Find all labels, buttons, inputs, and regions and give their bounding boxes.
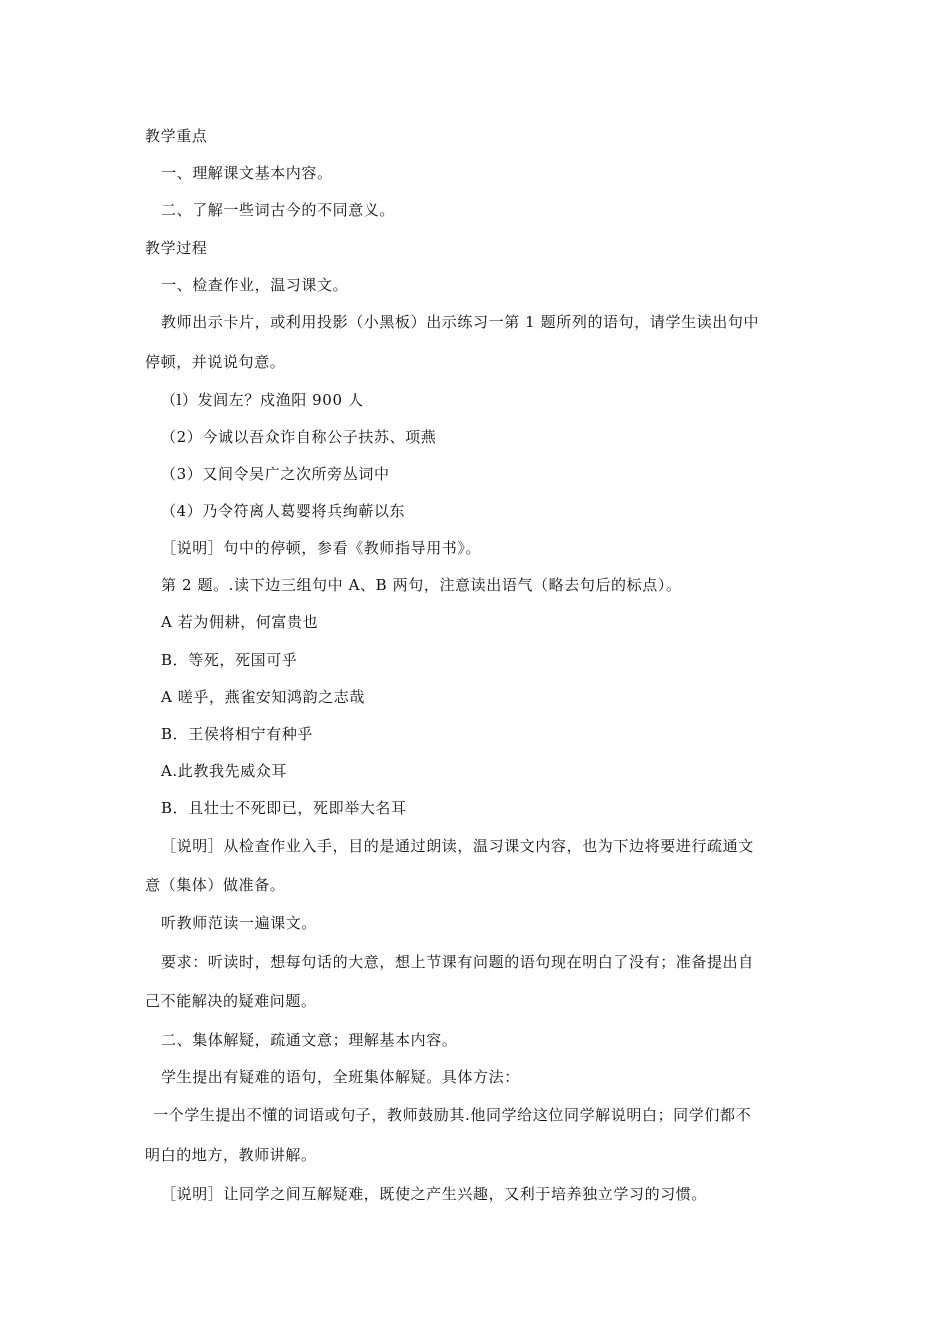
process-step-2-heading: 二、集体解疑，疏通文意；理解基本内容。 — [161, 1031, 458, 1049]
focus-item-2: 二、了解一些词古今的不同意义。 — [161, 201, 396, 219]
paragraph-line: 明白的地方，教师讲解。 — [145, 1146, 317, 1164]
note-paragraph: ［说明］让同学之间互解疑难，既使之产生兴趣，又利于培养独立学习的习惯。 — [161, 1185, 708, 1203]
example-sentence: B．王侯将相宁有种乎 — [161, 725, 314, 743]
section-heading-teaching-process: 教学过程 — [145, 239, 208, 257]
note-paragraph: ［说明］句中的停顿，参看《教师指导用书》。 — [161, 539, 482, 557]
paragraph-line: 一个学生提出不懂的词语或句子，教师鼓励其.他同学给这位同学解说明白；同学们都不 — [153, 1106, 752, 1124]
example-sentence: A 嗟乎，燕雀安知鸿韵之志哉 — [161, 688, 366, 706]
paragraph-line: 第 2 题。.读下边三组句中 A、B 两句，注意读出语气（略去句后的标点）。 — [161, 576, 682, 594]
example-sentence: B．等死，死国可乎 — [161, 651, 298, 669]
paragraph-line: 要求：听读时，想每句话的大意，想上节课有问题的语句现在明白了没有；准备提出自 — [161, 953, 754, 971]
process-step-1-heading: 一、检查作业，温习课文。 — [161, 276, 349, 294]
exercise-sentence: （4）乃令符离人葛婴将兵绚蕲以东 — [161, 502, 406, 520]
paragraph-line: 停顿，并说说句意。 — [145, 353, 286, 371]
paragraph-line: 听教师范读一遍课文。 — [161, 914, 318, 932]
example-sentence: B．且壮士不死即已，死即举大名耳 — [161, 799, 407, 817]
note-paragraph: ［说明］从检查作业入手，目的是通过朗读，温习课文内容，也为下边将要进行疏通文 — [161, 837, 754, 855]
paragraph-line: 意（集体）做准备。 — [145, 876, 286, 894]
exercise-sentence: （l）发闾左？戍渔阳 900 人 — [161, 391, 364, 409]
exercise-sentence: （2）今诚以吾众诈自称公子扶苏、项燕 — [161, 428, 437, 446]
example-sentence: A.此教我先威众耳 — [161, 762, 288, 780]
section-heading-teaching-focus: 教学重点 — [145, 127, 208, 145]
example-sentence: A 若为佣耕，何富贵也 — [161, 613, 319, 631]
paragraph-line: 己不能解决的疑难问题。 — [145, 992, 317, 1010]
paragraph-line: 学生提出有疑难的语句，全班集体解疑。具体方法： — [161, 1068, 520, 1086]
focus-item-1: 一、理解课文基本内容。 — [161, 164, 333, 182]
exercise-sentence: （3）又间令吴广之次所旁丛词中 — [161, 465, 390, 483]
paragraph-line: 教师出示卡片，或利用投影（小黑板）出示练习一第 1 题所列的语句，请学生读出句中 — [161, 313, 760, 331]
